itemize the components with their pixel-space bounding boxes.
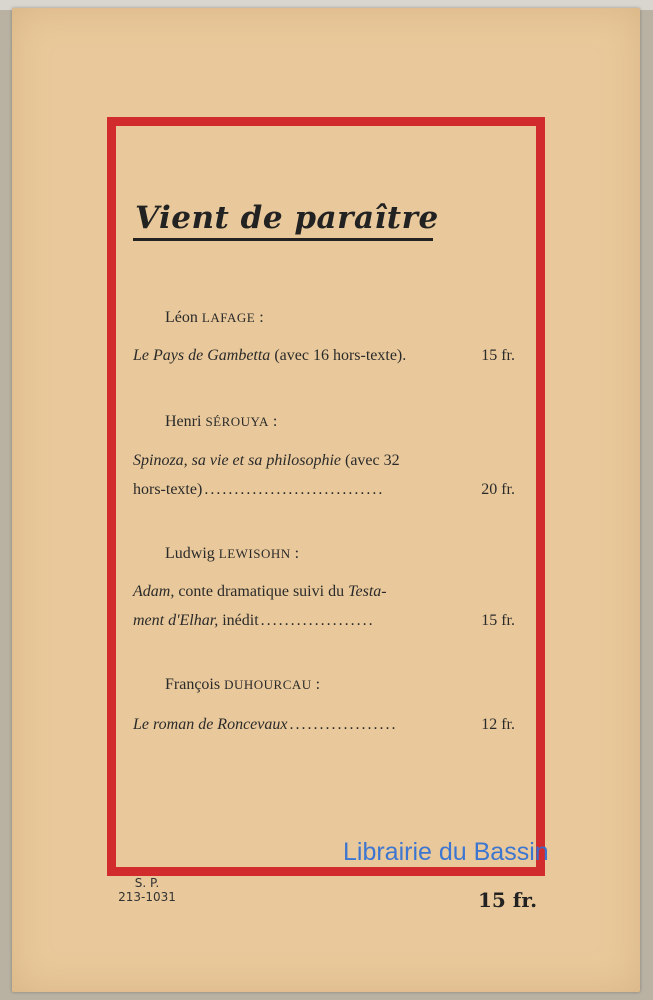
title-rest: (avec 32 [340,452,400,469]
price: 20 fr. [481,481,515,498]
author-first-name: Henri [165,413,202,430]
title-italic: ment d'Elhar, [133,612,219,629]
author-suffix: : [268,413,278,430]
leader-dots: .................. [289,716,398,733]
author-last-name: LEWISOHN [218,546,291,561]
title-rest: inédit [218,612,259,629]
bookseller-watermark: Librairie du Bassin [343,838,549,866]
price: 15 fr. [481,612,515,629]
author-duhourcau [165,676,320,694]
title-rest: (avec 16 hors-texte). [270,347,407,364]
author-last-name: LAFAGE [201,310,256,325]
page-heading: Vient de paraître [135,200,439,236]
author-last-name: DUHOURCAU [224,677,312,692]
author-suffix: : [255,309,264,326]
author-suffix: : [290,545,300,562]
leader-dots: ................... [260,612,375,629]
author-lewisohn [165,545,299,563]
author-first-name: Léon [165,309,198,326]
title-italic: Adam, [133,583,175,600]
author-serouya [165,413,277,431]
title-italic: Le Pays de Gambetta [133,347,271,364]
catalog-code-line2: 213-1031 [118,890,176,904]
author-first-name: Ludwig [165,545,215,562]
author-suffix: : [311,676,321,693]
cover-price: 15 fr. [478,888,538,912]
catalog-code [112,876,182,904]
title-line [133,583,515,601]
title-line [133,716,515,734]
leader-dots: .............................. [204,481,385,498]
author-lafage [165,309,264,327]
author-first-name: François [165,676,221,693]
title-italic: Le roman de Roncevaux [133,716,288,733]
title-rest: hors-texte) [133,481,203,498]
catalog-code-line1: S. P. [134,876,160,890]
title-line [133,612,515,630]
title-rest: conte dramatique suivi du [174,583,349,600]
price: 15 fr. [481,347,515,364]
author-last-name: SÉROUYA [205,414,269,429]
title-line [133,347,515,365]
price: 12 fr. [481,716,515,733]
title-line [133,481,515,499]
title-italic-continued: Testa- [348,583,387,600]
heading-underline [133,238,433,241]
title-line [133,452,515,470]
title-italic: Spinoza, sa vie et sa philosophie [133,452,341,469]
